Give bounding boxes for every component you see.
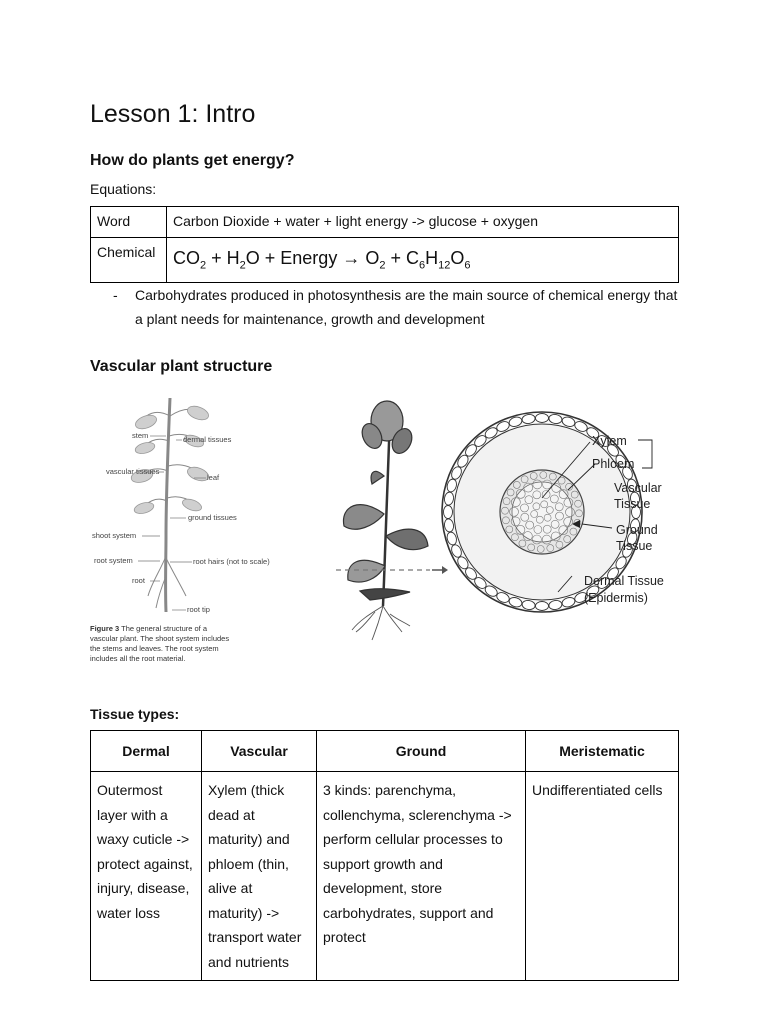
label-root-system: root system (94, 556, 133, 565)
bullet-dash: - (113, 287, 118, 303)
middle-plant-illustration (343, 401, 428, 606)
arrow-to-cross-section (432, 566, 448, 574)
cell-meristematic: Undifferentiated cells (526, 772, 679, 981)
plant-structure-svg (90, 386, 680, 676)
figure-caption (90, 624, 235, 664)
label-vascular-tissue: Tissue (614, 497, 651, 511)
header-ground: Ground (317, 731, 526, 772)
cell-vascular: Xylem (thick dead at maturity) and phloem (thin, alive at maturity) -> transport water and nutrients (202, 772, 317, 981)
xylem-core (512, 482, 572, 542)
epidermis-cell (536, 414, 549, 423)
tissue-content-row (91, 772, 679, 981)
energy-heading: How do plants get energy? (90, 152, 295, 169)
epidermis-cell (536, 602, 549, 611)
label-shoot-system: shoot system (92, 531, 137, 540)
header-meristematic: Meristematic (526, 731, 679, 772)
page-title: Lesson 1: Intro (90, 100, 256, 128)
label-root-tip: root tip (187, 605, 210, 614)
middle-plant-roots (352, 606, 410, 640)
figure-caption-label: Figure 3 (90, 624, 120, 633)
label-vascular: Vascular (614, 481, 662, 495)
chemical-row (91, 238, 679, 283)
label-phloem: Phloem (592, 457, 635, 471)
plant-structure-figure (90, 386, 680, 676)
epidermis-cell (444, 506, 453, 519)
tissue-types-table (90, 730, 679, 981)
equations-label: Equations: (90, 181, 157, 197)
header-dermal: Dermal (91, 731, 202, 772)
label-ground-tissues: ground tissues (188, 513, 237, 522)
bullet-text: Carbohydrates produced in photosynthesis are the main source of chemical energy that a plant needs for maintenance, growth and development (135, 287, 678, 327)
label-epidermis: (Epidermis) (584, 591, 648, 605)
cell-ground: 3 kinds: parenchyma, collenchyma, sclerenchyma -> perform cellular processes to support growth and development, store carbohydrates, support and protect (317, 772, 526, 981)
equations-table (90, 206, 679, 283)
chemical-equation-cell (167, 238, 679, 283)
vascular-heading: Vascular plant structure (90, 358, 273, 375)
figure-caption-text: The general structure of a vascular plant. The shoot system includes the stems and leaves. The root system includes all the root material. (90, 624, 230, 663)
word-row (91, 207, 679, 238)
chemical-equation: $CO_2 + H_2O$ + Energy → $O_2 + C_6H_{12}O_6$ (173, 248, 471, 272)
label-ground: Ground (616, 523, 658, 537)
label-root: root (132, 576, 145, 585)
label-dermal-tissue: Dermal Tissue (584, 574, 664, 588)
tissue-types-heading: Tissue types: (90, 706, 180, 722)
header-vascular: Vascular (202, 731, 317, 772)
word-equation: Carbon Dioxide + water + light energy -> glucose + oxygen (167, 207, 679, 238)
left-plant-leader-lines (138, 436, 206, 610)
label-root-hairs: root hairs (not to scale) (193, 557, 270, 566)
cell-dermal: Outermost layer with a waxy cuticle -> protect against, injury, disease, water loss (91, 772, 202, 981)
figure-caption-wrap (90, 624, 235, 674)
word-label: Word (91, 207, 167, 238)
label-leaf: leaf (207, 473, 220, 482)
chemical-label: Chemical (91, 238, 167, 283)
tissue-header-row (91, 731, 679, 772)
label-stem: stem (132, 431, 149, 440)
label-xylem: Xylem (592, 434, 627, 448)
label-ground-tissue: Tissue (616, 539, 653, 553)
label-dermal-tissues: dermal tissues (183, 435, 232, 444)
bullet-item (113, 283, 683, 331)
label-vascular-tissues: vascular tissues (106, 467, 160, 476)
